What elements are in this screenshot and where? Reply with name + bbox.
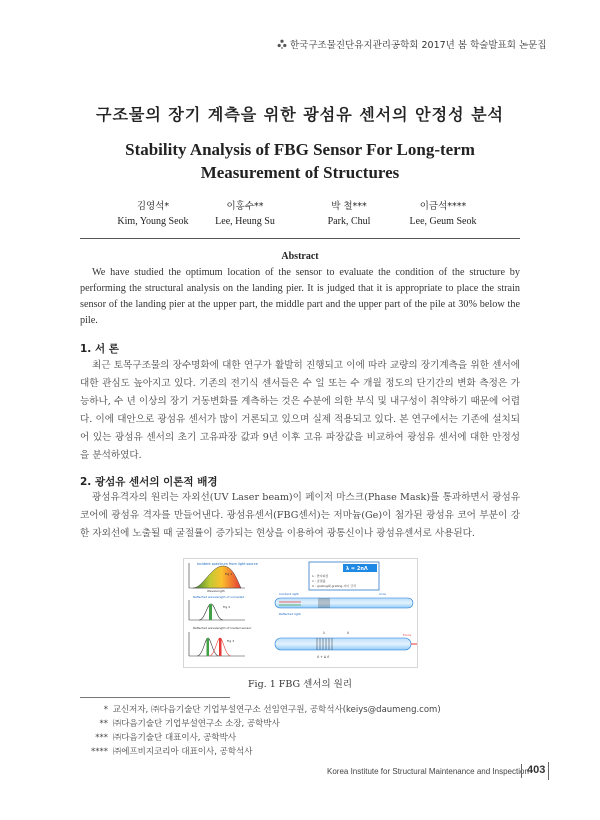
- figure-label: Reflected wavelength of loaded sensor: [193, 626, 252, 630]
- title-english: Stability Analysis of FBG Sensor For Long-term Measurement of Structures: [125, 140, 475, 182]
- journal-logo-icon: [277, 39, 287, 49]
- author-name-korean: 김영석*: [136, 201, 170, 212]
- footnote-text: ㈜다음기술단 대표이사, 공학박사: [112, 733, 237, 743]
- figure-label: Fig 3: [227, 639, 235, 643]
- footnotes: [80, 703, 441, 759]
- footnote-mark: ****: [91, 747, 108, 757]
- author-name-korean: 이금석****: [419, 201, 467, 212]
- section-2-heading: 2. 광섬유 센서의 이론적 배경: [80, 476, 218, 488]
- page-number: 403: [527, 764, 546, 776]
- author-name-korean: 박 철***: [331, 201, 367, 212]
- author-4: [388, 199, 498, 229]
- fbg-principle-figure: [183, 558, 418, 668]
- footnote-mark: ***: [95, 733, 108, 743]
- figure-label: Incident spectrum from light source: [197, 562, 258, 566]
- figure-formula: λ = 2nΛ: [346, 566, 368, 572]
- figure-label: Fig 2: [223, 605, 231, 609]
- footnote: [80, 745, 441, 759]
- author-name-english: Lee, Geum Seok: [409, 216, 477, 227]
- author-2: [190, 199, 300, 229]
- author-name-english: Kim, Young Seok: [117, 216, 189, 227]
- journal-header: 한국구조물진단유지관리공학회 2017년 봄 학술발표회 논문집: [290, 40, 547, 51]
- page-divider: [548, 762, 549, 780]
- figure-label: Λ : grating의 grating 사이 간격: [312, 584, 356, 588]
- footnote-text: 교신저자, ㈜다음기술단 기업부설연구소 선임연구원, 공학석사(keiys@daumeng.com): [112, 705, 441, 715]
- section-1-text: 최근 토목구조물의 장수명화에 대한 연구가 활발히 진행되고 이에 따라 교량의 장기계측을 위한 센서에 대한 관심도 높아지고 있다. 기존의 전기식 센서들은 수 일 또는 수 개월 정도의 단기간의 변화 측정은 가능하나, 수 년 이상의 장기 거동변화를 계측하는 것은 수분에 의한 부식 및 내구성이 취약하기 때문에 어렵다. 이에 대안으로 광섬유 센서가 많이 거론되고 있으며 실제 적용되고 있다. 본 연구에서는 기존에 설치되어 있는 광섬유 센서의 초기 고유파장 값과 9년 이후 고유 파장값을 비교하여 광섬유 센서에 대한 안정성을 분석하였다.: [80, 360, 520, 461]
- figure-label: Wavelength: [207, 589, 225, 593]
- title-divider: [80, 238, 520, 239]
- figure-label: λ: [323, 631, 325, 635]
- author-name-korean: 이홍수**: [226, 201, 264, 212]
- section-1-heading: 1. 서 론: [80, 343, 119, 355]
- figure-label: Core: [379, 592, 386, 596]
- figure-label: Force: [403, 633, 412, 637]
- abstract-heading: Abstract: [281, 251, 319, 262]
- figure-label: Reflected wavelength of unloaded: [193, 595, 245, 599]
- figure-label: Λ + Δ Λ: [317, 655, 330, 659]
- figure-label: Fig 1: [225, 572, 233, 576]
- figure-caption: Fig. 1 FBG 센서의 원리: [247, 679, 353, 690]
- footer-divider: [521, 764, 522, 778]
- footnote-text: ㈜에프비지코리아 대표이사, 공학석사: [112, 747, 253, 757]
- figure-label: Λ: [347, 631, 350, 635]
- footnote-text: ㈜다음기술단 기업부설연구소 소장, 공학박사: [112, 719, 280, 729]
- author-name-english: Lee, Heung Su: [215, 216, 275, 227]
- footnote-mark: *: [103, 705, 108, 715]
- abstract-text: We have studied the optimum location of the sensor to evaluate the condition of the structure by performing the structural analysis on the landing pier. It is judged that it is appropriate to place the strain sensor of the landing pier at the upper part, the middle part and the upper part of the pile at 30% below the pile.: [80, 267, 520, 326]
- figure-label: n : 굴절률: [312, 579, 326, 583]
- section-2-text: 광섬유격자의 원리는 자외선(UV Laser beam)이 페이저 마스크(Phase Mask)를 통과하면서 광섬유 코어에 광섬유 격자를 만들어낸다. 광섬유센서(FBG센서)는 저마늄(Ge)이 첨가된 광섬유 코어 부분이 강한 자외선에 노출될 때 굴절률이 증가되는 현상을 이용하여 광통신이나 광섬유센서로 사용된다.: [80, 492, 520, 539]
- title-korean: 구조물의 장기 계측을 위한 광섬유 센서의 안정성 분석: [95, 105, 505, 124]
- footnote: [80, 717, 441, 731]
- figure-label: Incident light: [279, 592, 299, 596]
- footnote-mark: **: [99, 719, 108, 729]
- figure-label: λ : 반사파장: [312, 574, 329, 578]
- figure-label: Reflected light: [279, 612, 301, 616]
- footnote-divider: [80, 697, 230, 698]
- footnote: [80, 703, 441, 717]
- author-name-english: Park, Chul: [327, 216, 371, 227]
- footer-institute: Korea Institute for Structural Maintenance and Inspection: [327, 767, 529, 776]
- footnote: [80, 731, 441, 745]
